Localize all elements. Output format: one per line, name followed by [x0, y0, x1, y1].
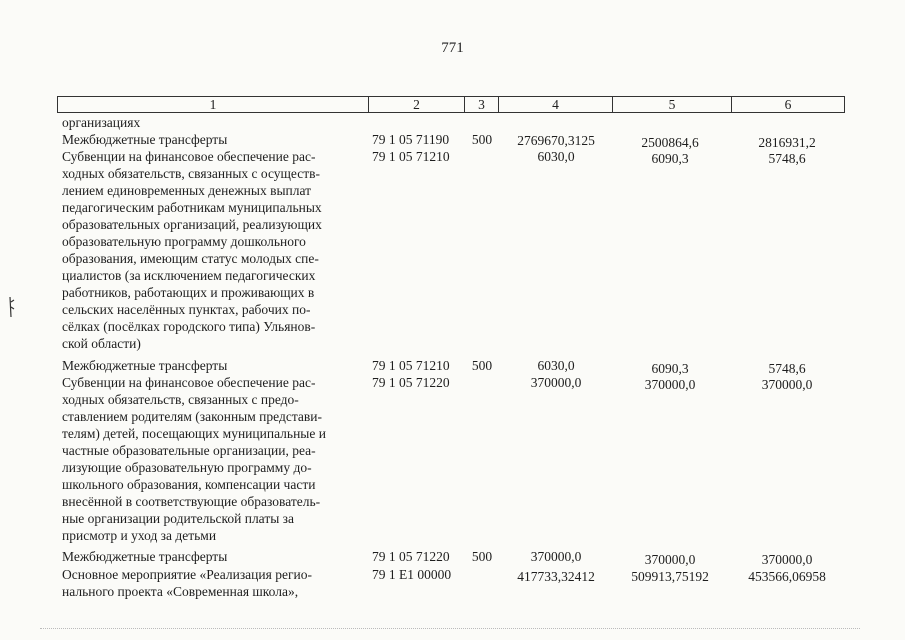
- row-name: организациях: [62, 115, 141, 130]
- row-value-6: 5748,6: [768, 361, 806, 376]
- row-value-4: 370000,0: [530, 375, 582, 390]
- header-col-3: 3: [465, 97, 499, 112]
- row-value-6: 453566,06958: [748, 569, 826, 584]
- header-col-6: 6: [784, 97, 792, 112]
- row-name: Межбюджетные трансферты: [62, 132, 228, 147]
- row-value-5: 370000,0: [644, 377, 696, 392]
- row-name: Субвенции на финансовое обеспечение рас- ходных обязательств, связанных с предо- ставлением родителям (законным представи- телям) детей, посещающих муниципальные и частные образовательные организации, реа- лизующие образовательную программу до- школьного образования, компенсации части внесённой в соответствующие образователь- ные организации родительской платы за присмотр и уход за детьми: [62, 375, 326, 543]
- row-value-4: 2769670,3125: [517, 133, 595, 148]
- row-name: Субвенции на финансовое обеспечение рас- ходных обязательств, связанных с осуществ- лением единовременных денежных выплат педагогическим работникам муниципальных образовательных организаций, реализующих образовательную программу дошкольного образования, имеющим статус молодых спе- циалистов (за исключением педагогических работников, работающих и проживающих в сельских населённых пунктах, рабочих по- сёлках (посёлках городского типа) Ульянов- ской области): [62, 149, 322, 351]
- row-value-4: 417733,32412: [517, 569, 595, 584]
- row-value-4: 6030,0: [537, 149, 575, 164]
- row-type: 500: [471, 549, 493, 564]
- row-code: 79 1 05 71220: [372, 549, 450, 564]
- page-number: 771: [441, 40, 464, 56]
- scan-bottom-edge: [40, 628, 860, 629]
- scan-margin-mark: [9, 296, 15, 318]
- row-name: Межбюджетные трансферты: [62, 549, 228, 564]
- row-value-5: 6090,3: [651, 361, 689, 376]
- header-col-4: 4: [499, 97, 613, 112]
- row-value-4: 6030,0: [537, 358, 575, 373]
- row-value-5: 509913,75192: [631, 569, 709, 584]
- row-value-6: 5748,6: [768, 151, 806, 166]
- header-col-5: 5: [613, 97, 732, 112]
- row-value-6: 2816931,2: [758, 135, 816, 150]
- row-name: Основное мероприятие «Реализация регио- нального проекта «Современная школа»,: [62, 567, 312, 599]
- row-type: 500: [471, 358, 493, 373]
- row-value-6: 370000,0: [761, 552, 813, 567]
- table-header: [57, 96, 845, 113]
- row-type: 500: [471, 132, 493, 147]
- row-value-6: 370000,0: [761, 377, 813, 392]
- row-code: 79 1 05 71220: [372, 375, 450, 390]
- row-value-5: 6090,3: [651, 151, 689, 166]
- row-name: Межбюджетные трансферты: [62, 358, 228, 373]
- row-code: 79 1 05 71210: [372, 358, 450, 373]
- row-code: 79 1 05 71210: [372, 149, 450, 164]
- row-value-5: 370000,0: [644, 552, 696, 567]
- row-value-5: 2500864,6: [641, 135, 699, 150]
- row-code: 79 1 E1 00000: [372, 567, 452, 582]
- row-code: 79 1 05 71190: [372, 132, 450, 147]
- row-value-4: 370000,0: [530, 549, 582, 564]
- header-col-1: 1: [58, 97, 369, 112]
- header-col-2: 2: [369, 97, 465, 112]
